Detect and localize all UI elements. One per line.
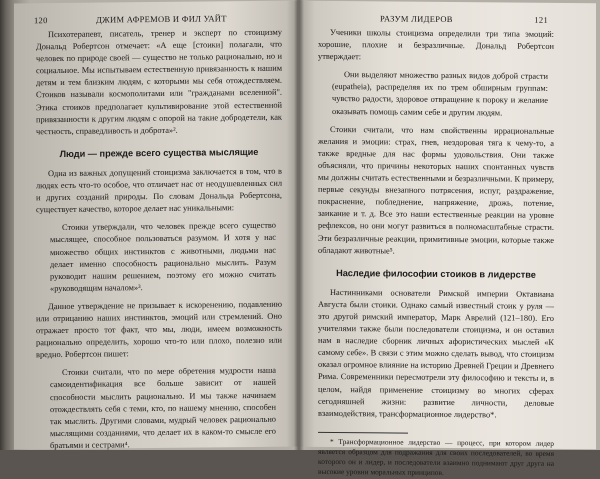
block-quote: Они выделяют множество разных видов доброй страсти (eupatheia), распределяя их по трем обширным группам: чувство радости, здоровое отвращение к пороку и желание оказывать помощь самим себе и другим людям. [332, 70, 548, 118]
left-running-head [14, 13, 298, 28]
left-page [14, 1, 298, 450]
right-page-body [318, 27, 554, 479]
paragraph: Настинниками основатели Римской империи Октавиана Августа были стоики. Однако самый известный стоик у руля — это другой римский император, Марк Аврелий (121–180). Его учителями также были последователи стоицизма, и он оставил нам в наследие сборник личных афористических мыслей «К самому себе». В связи с этим можно сделать вывод, что стоицизм оказал огромное влияние на историю Древней Греции и Древнего Рима. Современники пересмотрели эту философию и тексты и, в целом, найдя применение стоицизму во многих сферах сегодняшней жизни: развитие личности, деловые взаимодействия, трансформационное лидерство*. [318, 287, 554, 420]
block-quote: Стоики утверждали, что человек прежде всего существо мыслящее, способное пользоваться разумом. И хотя у нас множество общих инстинктов с животными, людьми нас делает именно способность рационально мыслить. Разум руководит нашим решением, поэтому его можно считать «руководящим началом»³. [50, 221, 276, 293]
right-running-head [300, 13, 596, 28]
section-heading: Люди — прежде всего существа мыслящие [59, 146, 259, 159]
paragraph: Ученики школы стоицизма определили три типа эмоций: хорошие, плохие и безразличные. Дональд Робертсон утверждает: [318, 27, 554, 62]
section-heading: Наследие философии стоиков в лидерстве [336, 267, 536, 280]
left-page-body [36, 27, 282, 459]
paragraph: Одна из важных допущений стоицизма заключается в том, что в людях есть что-то особое, что отличает нас от неодушевленных сил и других созданий природы. По словам Дональда Робертсона, существует качество, которое делает нас уникальными: [36, 166, 282, 215]
footnote: * Трансформационное лидерство — процесс, при котором лидер является образцом для подражания для своих последователей, во время которого он и лидер, и последователи взаимно поднимают друг друга на высокие уровни моральных принципов. [318, 436, 554, 477]
paragraph: Психотерапевт, писатель, тренер и эксперт по стоицизму Дональд Робертсон отмечает: «А еще [стоики] полагали, что человек по природе своей — существо не только рационально, но и социальное. Мы испытываем естественную привязанность к нашим детям и тем близким людям, с которыми мы себя отождествляем. Стоиков называли космополитами или "гражданами вселенной". Этика стоиков предполагает культивирование этой естественной привязанности к другим людям с опорой на такие добродетели, как честность, справедливость и доброта»². [36, 27, 282, 137]
right-page-number: 121 [534, 14, 548, 25]
right-page [300, 1, 596, 477]
right-running-title: РАЗУМ ЛИДЕРОВ [380, 13, 453, 25]
left-running-title: ДЖИМ АФРЕМОВ И ФИЛ УАЙТ [96, 13, 227, 25]
paragraph: Данное утверждение не призывает к искоренению, подавлению или отрицанию наших инстинктов, эмоций или стремлений. Оно отражает просто тот факт, что мы, люди, имеем возможность рационально определить, хорошо что-то или плохо, полезно или вредно. Робертсон пишет: [36, 299, 282, 360]
paragraph: Стоики считали, что нам свойственны иррациональные желания и эмоции: страх, гнев, нездоровая тяга к чему-то, а также вредные для нас формы удовольствия. Они также объясняли, что причины некоторых наших спонтанных чувств мы должны считать естественными и безразличными. К примеру, первые секунды внезапного потрясения, испуг, раздражение, покраснение, побледнение, напряжение, дрожь, потение, заикание и т. д. Все это наши естественные реакции на уровне рефлексов, но они могут развиться в полномасштабные страсти. Эти безразличные реакции, примитивные эмоции, которые также обладают животные⁵. [318, 124, 554, 256]
block-quote: Стоики считали, что по мере обретения мудрости наша самоидентификация все больше зависит от нашей способности мыслить рационально. И мы также начинаем отождествлять себя с теми, кто, по нашему мнению, способен так мыслить. Другими словами, мудрый человек рационально мыслящими созданиями, что делает их в каком-то смысле его братьями и сестрами⁴. [50, 366, 276, 451]
left-page-number: 120 [34, 15, 48, 26]
footnote-divider [318, 432, 408, 434]
book-gutter-shadow [294, 0, 304, 450]
